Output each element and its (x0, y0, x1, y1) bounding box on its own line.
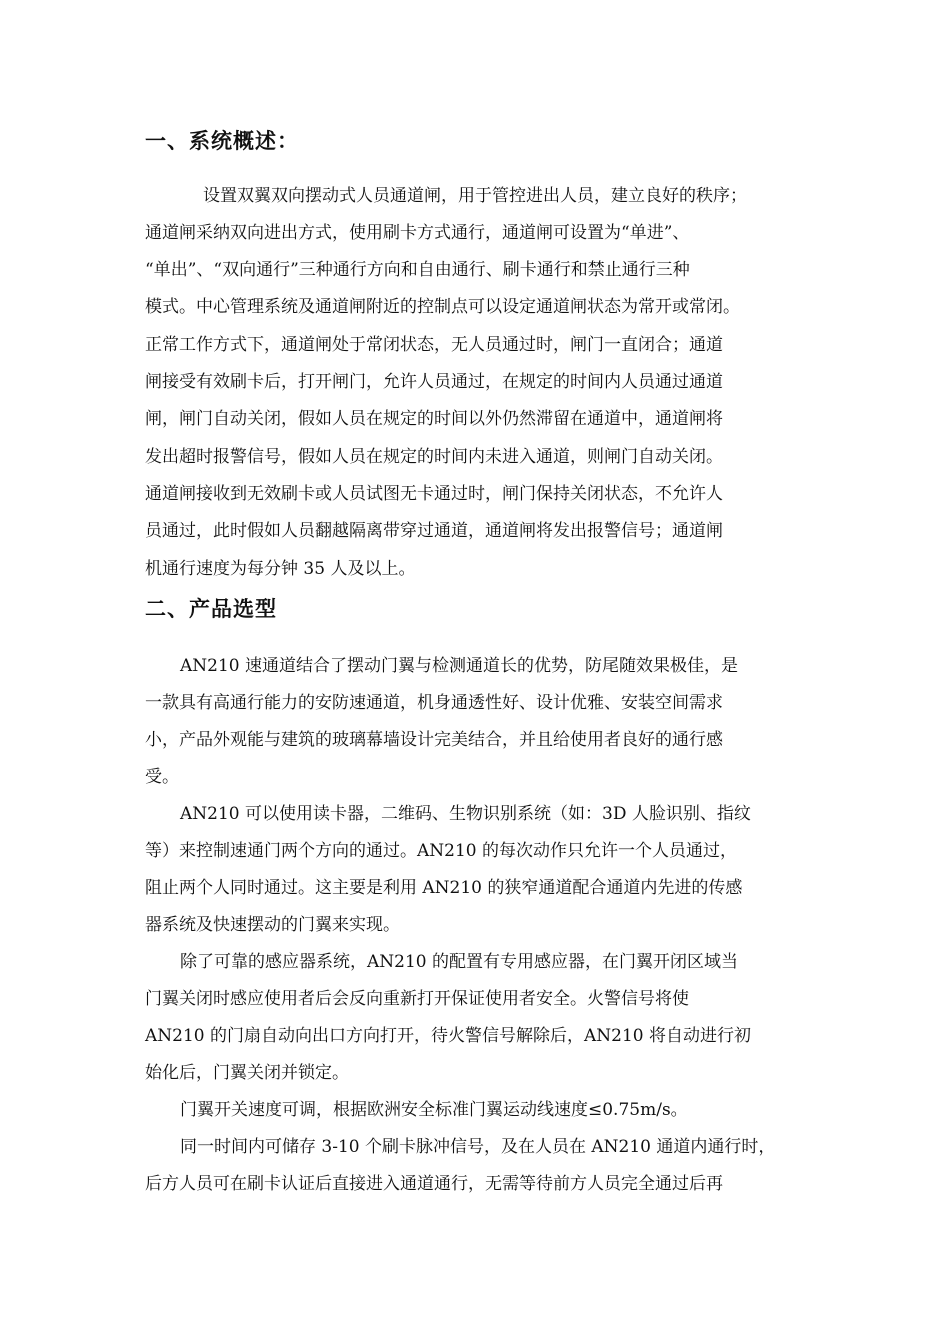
paragraph-line: 正常工作方式下，通道闸处于常闭状态，无人员通过时，闸门一直闭合；通道 (145, 335, 723, 355)
paragraph-line: 闸，闸门自动关闭，假如人员在规定的时间以外仍然滞留在通道中，通道闸将 (145, 409, 723, 429)
paragraph-line: 阻止两个人同时通过。这主要是利用 AN210 的狭窄通道配合通道内先进的传感 (145, 878, 743, 898)
paragraph-line: 后方人员可在刷卡认证后直接进入通道通行，无需等待前方人员完全通过后再 (145, 1174, 723, 1194)
paragraph-line: 闸接受有效刷卡后，打开闸门，允许人员通过，在规定的时间内人员通过通道 (145, 372, 723, 392)
paragraph-line: 同一时间内可储存 3-10 个刷卡脉冲信号，及在人员在 AN210 通道内通行时， (180, 1137, 776, 1157)
paragraph-line: 机通行速度为每分钟 35 人及以上。 (145, 559, 416, 579)
paragraph-line: 通道闸采纳双向进出方式，使用刷卡方式通行，通道闸可设置为“单进”、 (145, 223, 690, 243)
paragraph-line: 除了可靠的感应器系统，AN210 的配置有专用感应器，在门翼开闭区域当 (180, 952, 739, 972)
paragraph-line: 门翼开关速度可调，根据欧洲安全标准门翼运动线速度≤0.75m/s。 (180, 1100, 688, 1120)
paragraph-line: 通道闸接收到无效刷卡或人员试图无卡通过时，闸门保持关闭状态，不允许人 (145, 484, 723, 504)
paragraph-line: AN210 速通道结合了摆动门翼与检测通道长的优势，防尾随效果极佳，是 (180, 656, 739, 676)
paragraph-line: 发出超时报警信号，假如人员在规定的时间内未进入通道，则闸门自动关闭。 (145, 447, 723, 467)
section-heading-overview: 一、系统概述： (145, 129, 299, 153)
paragraph-line: “单出”、“双向通行”三种通行方向和自由通行、刷卡通行和禁止通行三种 (145, 260, 690, 280)
paragraph-line: 器系统及快速摆动的门翼来实现。 (145, 915, 400, 935)
paragraph-line: AN210 可以使用读卡器，二维码、生物识别系统（如：3D 人脸识别、指纹 (180, 804, 751, 824)
paragraph-line: 一款具有高通行能力的安防速通道，机身通透性好、设计优雅、安装空间需求 (145, 693, 723, 713)
paragraph-line: 等）来控制速通门两个方向的通过。AN210 的每次动作只允许一个人员通过， (145, 841, 738, 861)
paragraph-line: 设置双翼双向摆动式人员通道闸，用于管控进出人员，建立良好的秩序； (203, 186, 747, 206)
paragraph-line: 模式。中心管理系统及通道闸附近的控制点可以设定通道闸状态为常开或常闭。 (145, 297, 740, 317)
paragraph-line: 员通过，此时假如人员翻越隔离带穿过通道，通道闸将发出报警信号；通道闸 (145, 521, 723, 541)
paragraph-line: 始化后，门翼关闭并锁定。 (145, 1063, 349, 1083)
section-heading-product-selection: 二、产品选型 (145, 597, 277, 621)
paragraph-line: AN210 的门扇自动向出口方向打开，待火警信号解除后，AN210 将自动进行初 (145, 1026, 752, 1046)
paragraph-line: 受。 (145, 767, 179, 787)
paragraph-line: 门翼关闭时感应使用者后会反向重新打开保证使用者安全。火警信号将使 (145, 989, 689, 1009)
paragraph-line: 小，产品外观能与建筑的玻璃幕墙设计完美结合，并且给使用者良好的通行感 (145, 730, 723, 750)
